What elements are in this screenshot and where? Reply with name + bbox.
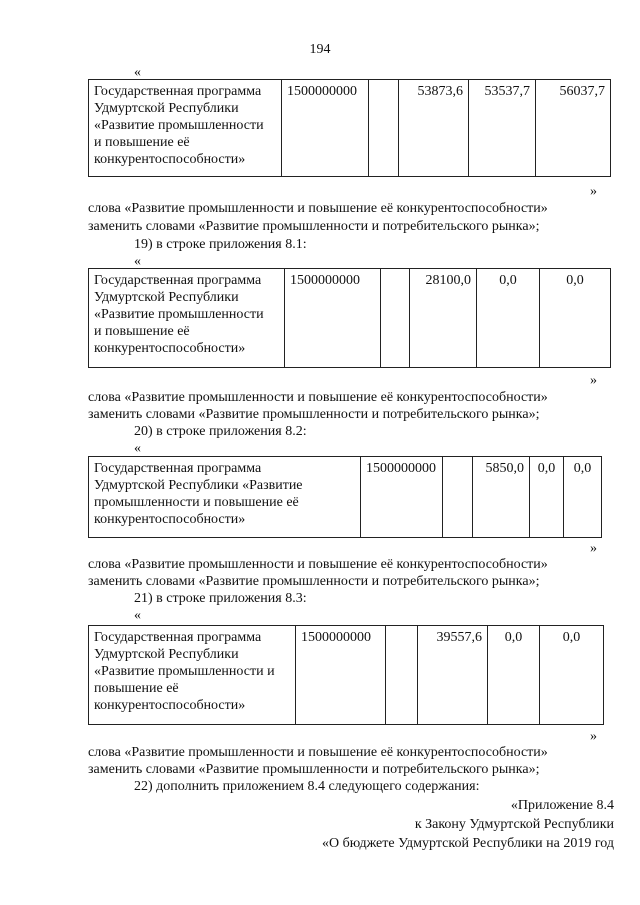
amount-cell: 28100,0 [410, 269, 477, 368]
amount-cell: 56037,7 [536, 80, 611, 177]
opening-quote: « [134, 65, 141, 80]
replace-text-line: слова «Развитие промышленности и повышение её конкурентоспособности» [88, 557, 548, 572]
amount-cell: 53537,7 [469, 80, 536, 177]
amount-cell: 0,0 [540, 269, 611, 368]
amount-cell: 0,0 [564, 457, 602, 538]
budget-table-3 [88, 456, 602, 538]
program-name-cell: Государственная программа Удмуртской Республики «Развитие промышленности и повышение её конкурентоспособности» [89, 80, 282, 177]
closing-quote: » [590, 541, 597, 556]
opening-quote: « [134, 254, 141, 269]
appendix-title: «Приложение 8.4 [510, 798, 614, 813]
page-number: 194 [309, 42, 331, 57]
empty-cell [381, 269, 410, 368]
program-name-cell: Государственная программа Удмуртской Республики «Развитие промышленности и повышение её конкурентоспособности» [89, 626, 296, 725]
closing-quote: » [590, 184, 597, 199]
replace-text-line: слова «Развитие промышленности и повышение её конкурентоспособности» [88, 390, 548, 405]
closing-quote: » [590, 373, 597, 388]
program-name-cell: Государственная программа Удмуртской Республики «Развитие промышленности и повышение её конкурентоспособности» [89, 457, 361, 538]
replace-text-line: заменить словами «Развитие промышленности и потребительского рынка»; [88, 219, 540, 234]
program-name-cell: Государственная программа Удмуртской Республики «Развитие промышленности и повышение её конкурентоспособности» [89, 269, 285, 368]
item-heading: 19) в строке приложения 8.1: [134, 237, 307, 252]
amount-cell: 5850,0 [473, 457, 530, 538]
replace-text-line: слова «Развитие промышленности и повышение её конкурентоспособности» [88, 201, 548, 216]
target-code-cell: 1500000000 [285, 269, 381, 368]
amount-cell: 0,0 [540, 626, 604, 725]
amount-cell: 39557,6 [418, 626, 488, 725]
item-heading: 22) дополнить приложением 8.4 следующего содержания: [134, 779, 480, 794]
amount-cell: 0,0 [488, 626, 540, 725]
replace-text-line: заменить словами «Развитие промышленности и потребительского рынка»; [88, 762, 540, 777]
budget-table-4 [88, 625, 604, 725]
opening-quote: « [134, 608, 141, 623]
replace-text-line: заменить словами «Развитие промышленности и потребительского рынка»; [88, 407, 540, 422]
amount-cell: 53873,6 [399, 80, 469, 177]
closing-quote: » [590, 729, 597, 744]
target-code-cell: 1500000000 [361, 457, 443, 538]
replace-text-line: заменить словами «Развитие промышленности и потребительского рынка»; [88, 574, 540, 589]
amount-cell: 0,0 [530, 457, 564, 538]
appendix-budget-title: «О бюджете Удмуртской Республики на 2019 год [321, 836, 614, 851]
replace-text-line: слова «Развитие промышленности и повышение её конкурентоспособности» [88, 745, 548, 760]
target-code-cell: 1500000000 [282, 80, 369, 177]
opening-quote: « [134, 441, 141, 456]
appendix-law-reference: к Закону Удмуртской Республики [414, 817, 614, 832]
budget-table-1 [88, 79, 611, 177]
amount-cell: 0,0 [477, 269, 540, 368]
item-heading: 20) в строке приложения 8.2: [134, 424, 307, 439]
item-heading: 21) в строке приложения 8.3: [134, 591, 307, 606]
target-code-cell: 1500000000 [296, 626, 386, 725]
empty-cell [443, 457, 473, 538]
empty-cell [386, 626, 418, 725]
budget-table-2 [88, 268, 611, 368]
empty-cell [369, 80, 399, 177]
